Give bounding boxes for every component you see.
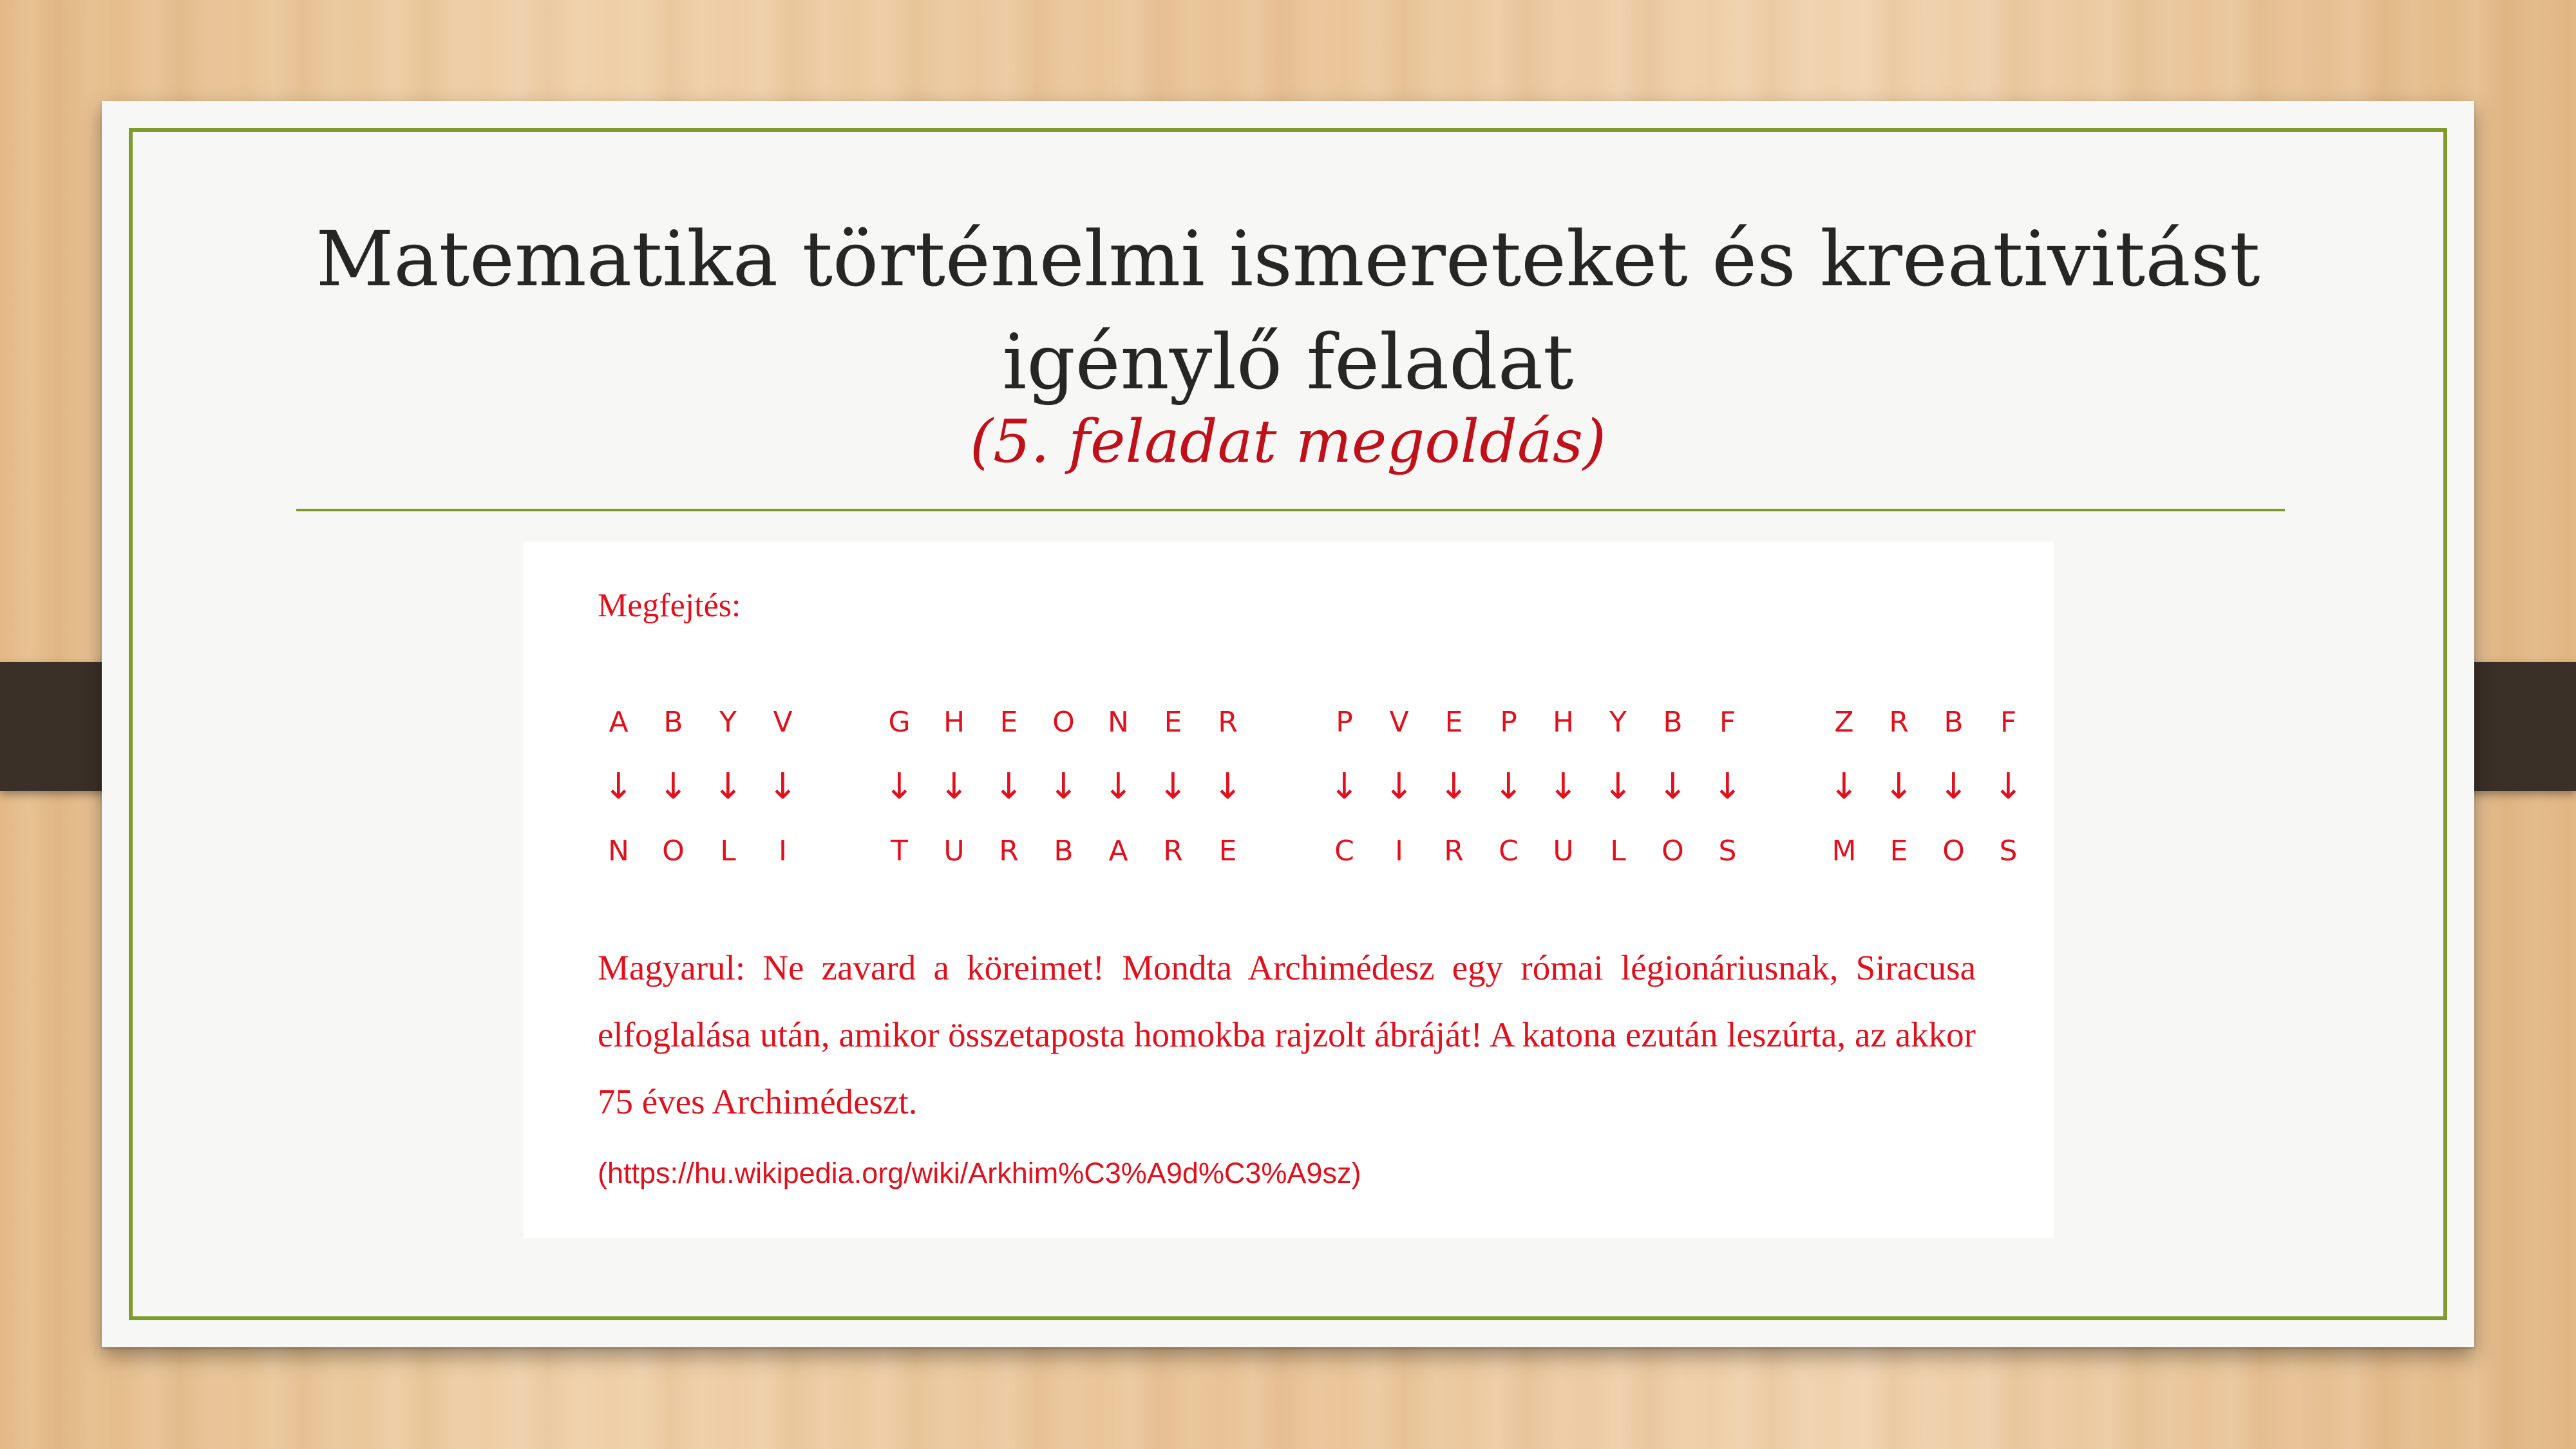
down-arrow-icon: ↓ [1493,765,1524,808]
down-arrow-icon: ↓ [884,765,914,808]
cipher-letter: F [1719,705,1736,739]
cipher-letter: V [1389,705,1409,739]
down-arrow-icon: ↓ [1884,765,1914,808]
cipher-letter: P [1336,705,1353,739]
cipher-letter: O [1052,705,1075,739]
solution-panel [524,542,2054,1238]
cipher-letter: Z [1834,705,1854,739]
plain-letter: C [1499,834,1519,867]
cipher-letter: Y [1609,705,1627,739]
cipher-letter: Y [719,705,737,739]
plain-letter: U [943,834,965,867]
source-url: (https://hu.wikipedia.org/wiki/Arkhim%C3%A9d%C3%A9sz) [598,1157,1361,1189]
down-arrow-icon: ↓ [1938,765,1969,808]
cipher-letter: B [663,705,683,739]
plain-word [591,835,810,867]
down-arrow-icon: ↓ [994,765,1024,808]
down-arrow-icon: ↓ [1329,765,1359,808]
cipher-letter: H [1552,705,1575,739]
plain-letter: O [662,834,685,867]
down-arrow-icon: ↓ [1993,765,2023,808]
plain-letter: S [1718,834,1737,867]
arrow-group [1317,766,1755,808]
arrow-group [872,766,1255,808]
plain-letter: A [1108,834,1128,867]
plain-letter: M [1832,834,1857,867]
solution-label: Megfejtés: [598,587,741,624]
plain-letter: L [1610,834,1626,867]
plain-word [1817,835,2036,867]
cipher-letter: N [1108,705,1129,739]
down-arrow-icon: ↓ [1048,765,1079,808]
down-arrow-icon: ↓ [1658,765,1688,808]
down-arrow-icon: ↓ [1439,765,1469,808]
cipher-letter: H [943,705,965,739]
down-arrow-icon: ↓ [1829,765,1859,808]
down-arrow-icon: ↓ [1158,765,1188,808]
cipher-letter: R [1889,705,1909,739]
arrow-group [1817,766,2036,808]
plain-letter: I [779,834,787,867]
cipher-letter: E [1164,705,1182,739]
cipher-letter: E [999,705,1018,739]
plain-letter: B [1054,834,1074,867]
cipher-letter: B [1944,705,1964,739]
cipher-letter: A [609,705,629,739]
slide [102,101,2474,1347]
plain-letter: E [1889,834,1908,867]
title-divider [296,509,2285,511]
down-arrow-icon: ↓ [1384,765,1414,808]
down-arrow-icon: ↓ [1603,765,1633,808]
cipher-letter: R [1218,705,1238,739]
cipher-word [1817,706,2036,739]
plain-letter: O [1662,834,1684,867]
down-arrow-icon: ↓ [1103,765,1133,808]
cipher-letter: V [773,705,793,739]
plain-letter: U [1553,834,1574,867]
plaintext-row [591,819,2036,883]
plain-letter: S [1999,834,2018,867]
cipher-letter: F [2000,705,2017,739]
cipher-word [872,706,1255,739]
down-arrow-icon: ↓ [658,765,688,808]
cipher-word [591,706,810,739]
cipher-letter: G [888,705,911,739]
cipher-letter: P [1500,705,1517,739]
plain-letter: E [1218,834,1237,867]
plain-letter: N [608,834,629,867]
plain-letter: T [891,834,908,867]
plain-word [1317,835,1755,867]
plain-word [872,835,1255,867]
down-arrow-icon: ↓ [603,765,634,808]
plain-letter: R [1163,834,1183,867]
cipher-row [591,690,2036,754]
down-arrow-icon: ↓ [1712,765,1743,808]
plain-letter: C [1334,834,1354,867]
arrow-group [591,766,810,808]
down-arrow-icon: ↓ [768,765,798,808]
cipher-word [1317,706,1755,739]
plain-letter: R [999,834,1019,867]
plain-letter: I [1395,834,1403,867]
plain-letter: R [1444,834,1464,867]
cipher-table [591,690,2036,883]
slide-subtitle: (5. feladat megoldás) [970,407,1606,476]
down-arrow-icon: ↓ [713,765,743,808]
cipher-letter: B [1663,705,1683,739]
plain-letter: O [1942,834,1965,867]
down-arrow-icon: ↓ [939,765,969,808]
slide-title: Matematika történelmi ismereteket és kreativitást igénylő feladat [316,214,2260,406]
translation-paragraph: Magyarul: Ne zavard a köreimet! Mondta Archimédesz egy római légionáriusnak, Siracusa elfoglalása után, amikor összetaposta homokba rajzolt ábráját! A katona ezután leszúrta, az akkor 75 éves Archimédeszt. [598,948,1976,1121]
down-arrow-icon: ↓ [1548,765,1578,808]
plain-letter: L [720,834,736,867]
cipher-letter: E [1444,705,1463,739]
down-arrow-icon: ↓ [1213,765,1243,808]
arrow-row [591,754,2036,819]
